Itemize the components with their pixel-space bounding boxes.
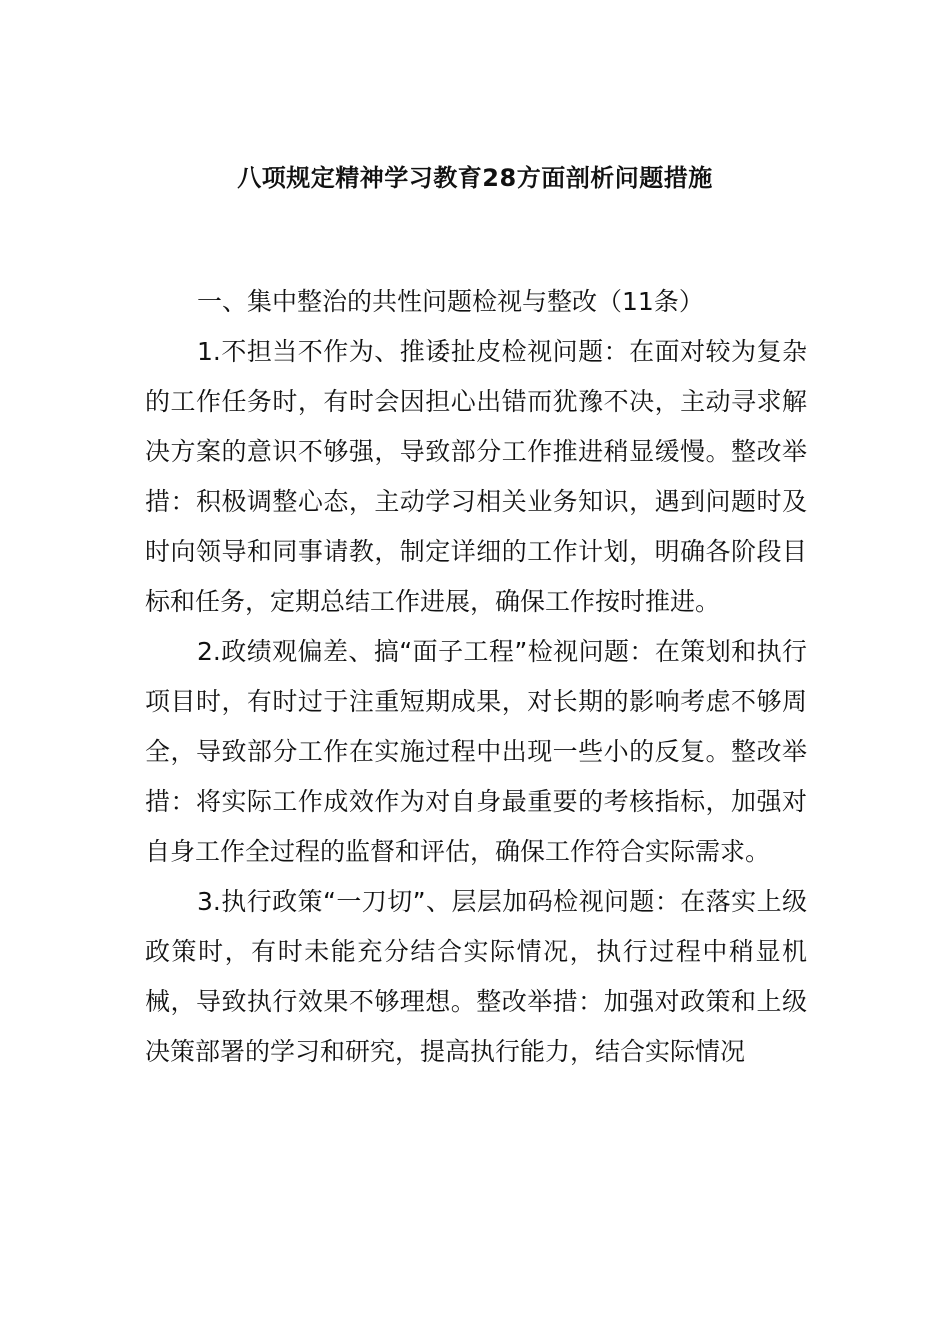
paragraph-item-3: 3.执行政策“一刀切”、层层加码检视问题：在落实上级政策时，有时未能充分结合实际情况，执行过程中稍显机械，导致执行效果不够理想。整改举措：加强对政策和上级决策部署的学习和研究，提高执行能力，结合实际情况	[145, 887, 807, 1066]
paragraph-item-2: 2.政绩观偏差、搞“面子工程”检视问题：在策划和执行项目时，有时过于注重短期成果，对长期的影响考虑不够周全，导致部分工作在实施过程中出现一些小的反复。整改举措：将实际工作成效作为对自身最重要的考核指标，加强对自身工作全过程的监督和评估，确保工作符合实际需求。	[145, 637, 807, 866]
document-body	[145, 277, 807, 1077]
section-heading: 一、集中整治的共性问题检视与整改（11条）	[197, 287, 704, 316]
document-title: 八项规定精神学习教育28方面剖析问题措施	[237, 164, 713, 192]
paragraph-item-1: 1.不担当不作为、推诿扯皮检视问题：在面对较为复杂的工作任务时，有时会因担心出错而犹豫不决，主动寻求解决方案的意识不够强，导致部分工作推进稍显缓慢。整改举措：积极调整心态，主动学习相关业务知识，遇到问题时及时向领导和同事请教，制定详细的工作计划，明确各阶段目标和任务，定期总结工作进展，确保工作按时推进。	[145, 337, 807, 616]
